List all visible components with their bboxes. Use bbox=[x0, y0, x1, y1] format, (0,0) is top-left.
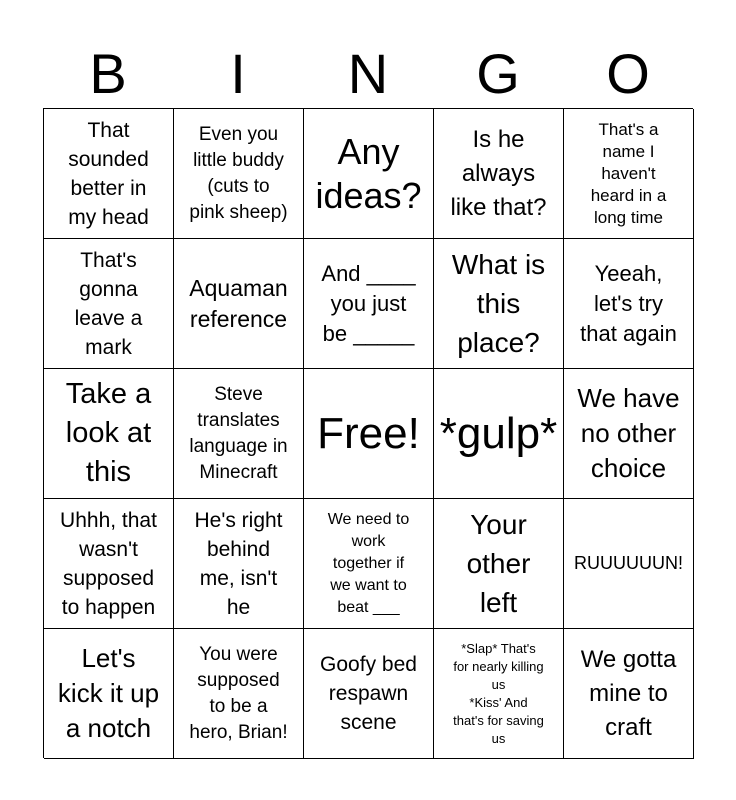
bingo-cell-r2c3[interactable] bbox=[304, 239, 434, 369]
cell-text: You were supposed to be a hero, Brian! bbox=[189, 643, 288, 743]
bingo-cell-r4c3[interactable] bbox=[304, 499, 434, 629]
cell-text: Is he always like that? bbox=[450, 125, 547, 221]
free-space: Free! bbox=[317, 408, 420, 458]
bingo-cell-r1c5[interactable] bbox=[564, 109, 694, 239]
bingo-cell-r5c4[interactable] bbox=[434, 629, 564, 759]
cell-text: Goofy bed respawn scene bbox=[320, 653, 417, 734]
cell-text: We gotta mine to craft bbox=[580, 645, 677, 741]
bingo-cell-r2c5[interactable] bbox=[564, 239, 694, 369]
cell-text: Your other left bbox=[466, 509, 531, 618]
cell-text: Yeeah, let's try that again bbox=[580, 260, 677, 346]
cell-text: Aquaman reference bbox=[189, 274, 288, 332]
cell-text: *gulp* bbox=[439, 408, 558, 458]
bingo-cell-r1c3[interactable] bbox=[304, 109, 434, 239]
bingo-cell-r3c2[interactable] bbox=[174, 369, 304, 499]
bingo-cell-r3c5[interactable] bbox=[564, 369, 694, 499]
bingo-cell-r3c3[interactable] bbox=[304, 369, 434, 499]
cell-text: We have no other choice bbox=[577, 383, 680, 483]
cell-text: That sounded better in my head bbox=[68, 118, 149, 229]
header-letter-n: N bbox=[347, 42, 389, 105]
bingo-cell-r2c1[interactable] bbox=[44, 239, 174, 369]
header-letter-i: I bbox=[230, 42, 246, 105]
cell-text: We need to work together if we want to beat ___ bbox=[327, 510, 410, 616]
bingo-cell-r4c5[interactable] bbox=[564, 499, 694, 629]
cell-text: Take a look at this bbox=[65, 378, 152, 488]
bingo-cell-r5c3[interactable] bbox=[304, 629, 434, 759]
cell-text: He's right behind me, isn't he bbox=[194, 508, 283, 619]
cell-text: *Slap* That's for nearly killing us *Kiss' And that's for saving us bbox=[453, 640, 544, 746]
bingo-cell-r4c1[interactable] bbox=[44, 499, 174, 629]
bingo-cell-r2c2[interactable] bbox=[174, 239, 304, 369]
cell-text: That's gonna leave a mark bbox=[74, 248, 143, 359]
bingo-cell-r1c4[interactable] bbox=[434, 109, 564, 239]
cell-text: Even you little buddy (cuts to pink sheep) bbox=[189, 123, 288, 223]
bingo-cell-r1c1[interactable] bbox=[44, 109, 174, 239]
bingo-cell-r3c4[interactable] bbox=[434, 369, 564, 499]
bingo-header bbox=[43, 40, 693, 108]
bingo-cell-r1c2[interactable] bbox=[174, 109, 304, 239]
header-letter-b: B bbox=[89, 42, 127, 105]
bingo-cell-r5c2[interactable] bbox=[174, 629, 304, 759]
header-letter-g: G bbox=[476, 42, 520, 105]
cell-text: Uhhh, that wasn't supposed to happen bbox=[60, 508, 157, 619]
cell-text: What is this place? bbox=[451, 249, 546, 358]
bingo-cell-r3c1[interactable] bbox=[44, 369, 174, 499]
cell-text: Let's kick it up a notch bbox=[57, 643, 160, 743]
bingo-cell-r5c5[interactable] bbox=[564, 629, 694, 759]
cell-text: Steve translates language in Minecraft bbox=[189, 383, 288, 483]
cell-text: RUUUUUUN! bbox=[574, 553, 683, 573]
header-letter-o: O bbox=[606, 42, 650, 105]
cell-text: Any ideas? bbox=[315, 130, 422, 216]
bingo-cell-r4c4[interactable] bbox=[434, 499, 564, 629]
bingo-cell-r4c2[interactable] bbox=[174, 499, 304, 629]
cell-text: And ____ you just be _____ bbox=[321, 260, 416, 346]
bingo-card bbox=[43, 108, 693, 758]
bingo-cell-r2c4[interactable] bbox=[434, 239, 564, 369]
cell-text: That's a name I haven't heard in a long time bbox=[590, 119, 667, 227]
bingo-cell-r5c1[interactable] bbox=[44, 629, 174, 759]
